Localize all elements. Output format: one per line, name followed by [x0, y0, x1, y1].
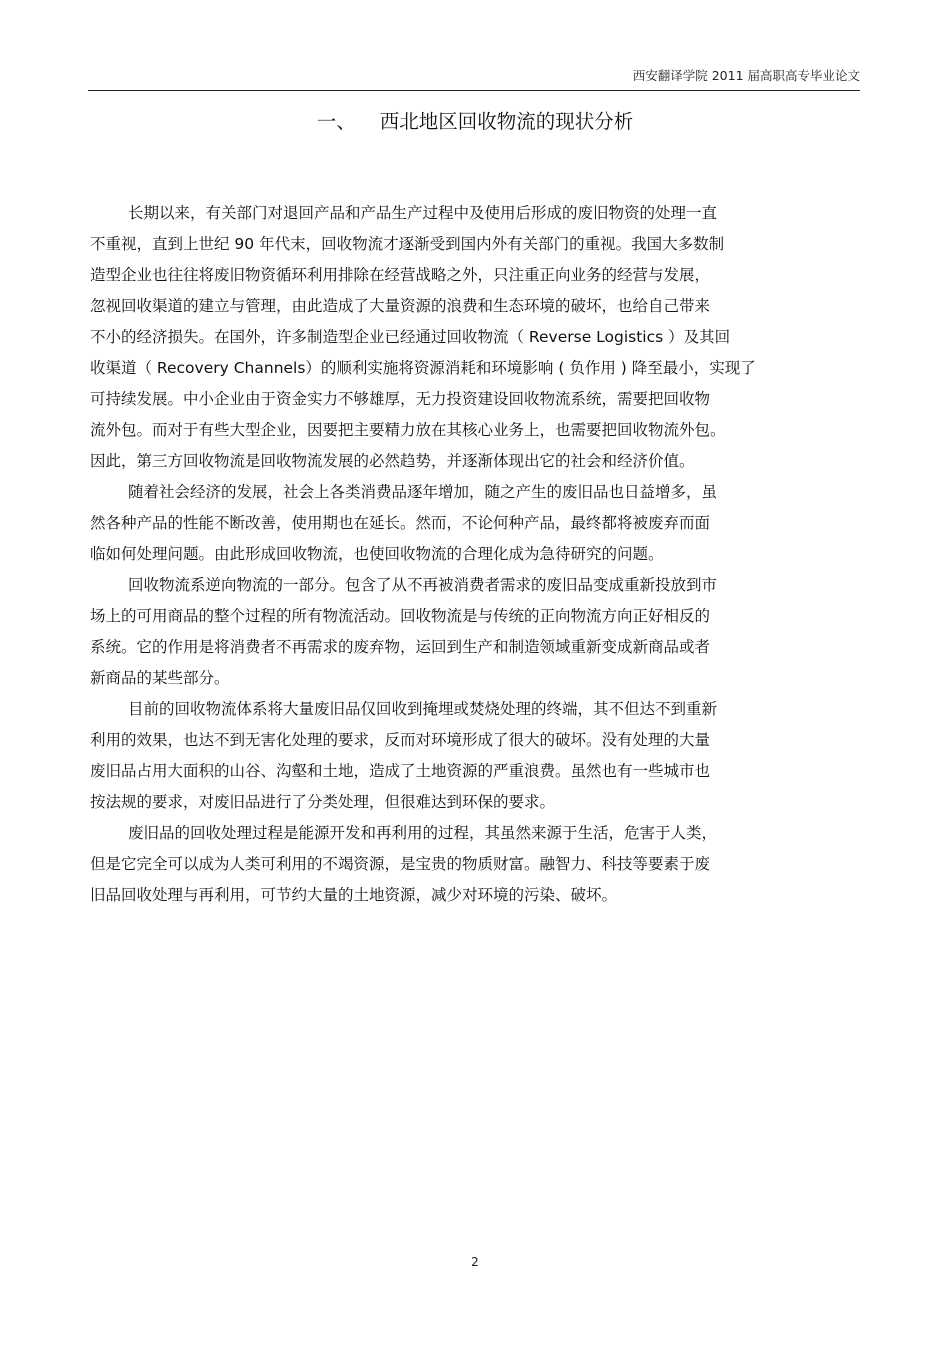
page-number: 2: [471, 1255, 479, 1269]
paragraph-line: 场上的可用商品的整个过程的所有物流活动。回收物流是与传统的正向物流方向正好相反的: [90, 607, 711, 625]
paragraph: [90, 818, 860, 911]
paragraph-line: 废旧品占用大面积的山谷、沟壑和土地，造成了土地资源的严重浪费。虽然也有一些城市也: [90, 762, 711, 780]
paragraph-line: 长期以来，有关部门对退回产品和产品生产过程中及使用后形成的废旧物资的处理一直: [128, 204, 718, 222]
paragraph-line: 可持续发展。中小企业由于资金实力不够雄厚，无力投资建设回收物流系统，需要把回收物: [90, 390, 711, 408]
paragraph-line: 临如何处理问题。由此形成回收物流，也使回收物流的合理化成为急待研究的问题。: [90, 545, 664, 563]
paragraph: [90, 198, 860, 477]
section-title: [90, 106, 860, 134]
paragraph-line: 按法规的要求，对废旧品进行了分类处理，但很难达到环保的要求。: [90, 793, 556, 811]
body-text: [90, 198, 860, 911]
paragraph-line: 新商品的某些部分。: [90, 669, 230, 687]
section-title-text: 西北地区回收物流的现状分析: [379, 110, 634, 133]
paragraph-line: 旧品回收处理与再利用，可节约大量的土地资源，减少对环境的污染、破坏。: [90, 886, 618, 904]
paragraph-line: 但是它完全可以成为人类可利用的不竭资源，是宝贵的物质财富。融智力、科技等要素于废: [90, 855, 711, 873]
paragraph-line: 流外包。而对于有些大型企业，因要把主要精力放在其核心业务上，也需要把回收物流外包。: [90, 421, 726, 439]
header-text: 西安翻译学院 2011 届高职高专毕业论文: [632, 68, 860, 83]
paragraph: [90, 477, 860, 570]
paragraph-line: 不重视，直到上世纪 90 年代末，回收物流才逐渐受到国内外有关部门的重视。我国大多数制: [90, 235, 725, 253]
header-divider: [88, 90, 860, 91]
paragraph-line: 忽视回收渠道的建立与管理，由此造成了大量资源的浪费和生态环境的破坏，也给自己带来: [90, 297, 711, 315]
paragraph-line: 回收物流系逆向物流的一部分。包含了从不再被消费者需求的废旧品变成重新投放到市: [128, 576, 718, 594]
paragraph-line: 系统。它的作用是将消费者不再需求的废弃物，运回到生产和制造领域重新变成新商品或者: [90, 638, 711, 656]
paragraph-line: 因此，第三方回收物流是回收物流发展的必然趋势，并逐渐体现出它的社会和经济价值。: [90, 452, 695, 470]
paragraph-line: 造型企业也往往将废旧物资循环利用排除在经营战略之外，只注重正向业务的经营与发展，: [90, 266, 711, 284]
paragraph-line: 然各种产品的性能不断改善，使用期也在延长。然而，不论何种产品，最终都将被废弃而面: [90, 514, 711, 532]
paragraph-line: 目前的回收物流体系将大量废旧品仅回收到掩埋或焚烧处理的终端，其不但达不到重新: [128, 700, 718, 718]
page-header: [90, 66, 860, 88]
paragraph-line: 收渠道（ Recovery Channels）的顺利实施将资源消耗和环境影响 ( 负作用 ) 降至最小，实现了: [90, 359, 756, 377]
paragraph: [90, 570, 860, 694]
paragraph-line: 不小的经济损失。在国外，许多制造型企业已经通过回收物流（ Reverse Logistics ）及其回: [90, 328, 731, 346]
paragraph-line: 随着社会经济的发展，社会上各类消费品逐年增加，随之产生的废旧品也日益增多，虽: [128, 483, 718, 501]
paragraph: [90, 694, 860, 818]
paragraph-line: 废旧品的回收处理过程是能源开发和再利用的过程，其虽然来源于生活，危害于人类，: [128, 824, 718, 842]
paragraph-line: 利用的效果，也达不到无害化处理的要求，反而对环境形成了很大的破坏。没有处理的大量: [90, 731, 711, 749]
section-number: 一、: [316, 110, 356, 133]
